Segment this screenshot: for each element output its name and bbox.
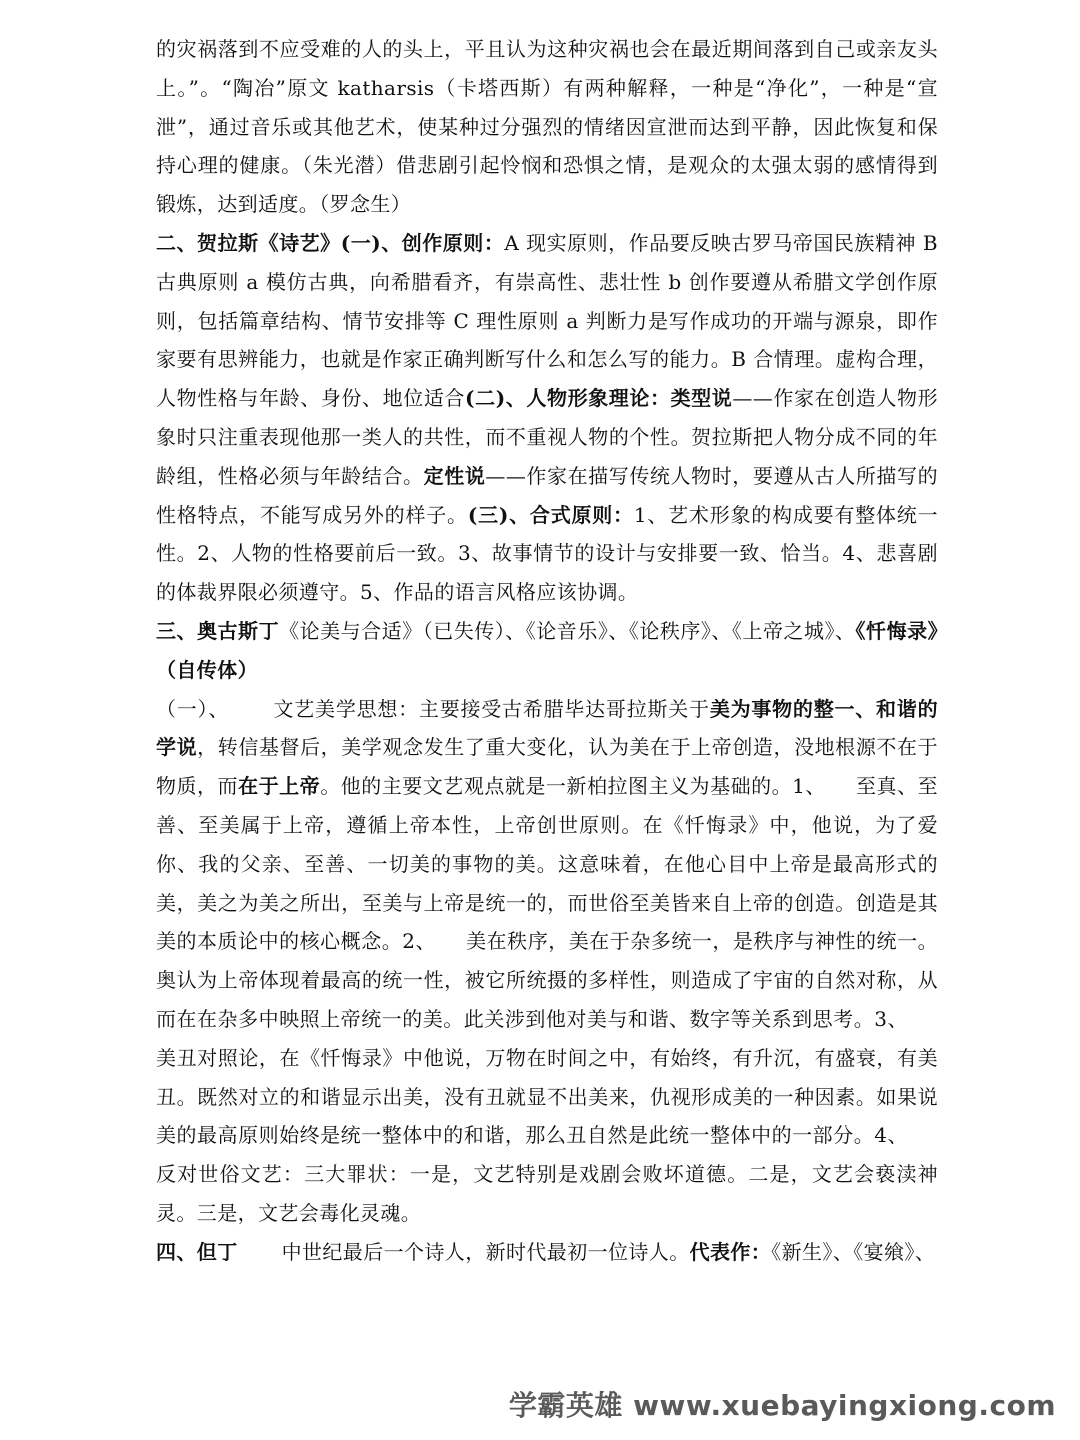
- paragraph-catharsis: 的灾祸落到不应受难的人的头上，平且认为这种灾祸也会在最近期间落到自己或亲友头上。”。“陶冶”原文 katharsis（卡塔西斯）有两种解释，一种是“净化”，一种是“宣泄”，通过音乐或其他艺术，使某种过分强烈的情绪因宣泄而达到平静，因此恢复和保持心理的健康。（朱光潜）借悲剧引起怜悯和恐惧之情，是观众的太强太弱的感情得到锻炼，达到适度。（罗念生）: [156, 37, 938, 217]
- augustine-confessions: 《忏悔录》（自传体）: [156, 618, 939, 682]
- sub-label: （一）、: [156, 696, 230, 721]
- watermark: [509, 1384, 1056, 1424]
- section-augustine-body: （一）、 文艺美学思想：主要接受古希腊毕达哥拉斯关于美为事物的整一、和谐的学说，转信基督后，美学观念发生了重大变化，认为美在于上帝创造，没地根源不在于物质，而在于上帝。他的主要文艺观点就是一新柏拉图主义为基础的。1、 至真、至善、至美属于上帝，遵循上帝本性，上帝创世原则。在《忏悔录》中，他说，为了爱你、我的父亲、至善、一切美的事物的美。这意味着，在他心目中上帝是最高形式的美，美之为美之所出，至美与上帝是统一的，而世俗至美皆来自上帝的创造。创造是其美的本质论中的核心概念。2、 美在秩序，美在于杂多统一，是秩序与神性的统一。奥认为上帝体现着最高的统一性，被它所统摄的多样性，则造成了宇宙的自然对称，从而在在杂多中映照上帝统一的美。此关涉到他对美与和谐、数字等关系到思考。3、美丑对照论，在《忏悔录》中他说，万物在时间之中，有始终，有升沉，有盛衰，有美丑。既然对立的和谐显示出美，没有丑就显不出美来，仇视形成美的一种因素。如果说美的最高原则始终是统一整体中的和谐，那么丑自然是此统一整体中的一部分。4、反对世俗文艺：三大罪状：一是，文艺特别是戏剧会败坏道德。二是，文艺会亵渎神灵。三是，文艺会毒化灵魂。: [156, 696, 939, 1225]
- emphasis-unity-harmony: 美为事物的整一、和谐的学说: [156, 696, 938, 760]
- subheading-decorum: (三)、合式原则：: [467, 502, 634, 527]
- section-horace: 二、贺拉斯《诗艺》(一)、创作原则：A 现实原则，作品要反映古罗马帝国民族精神 B 古典原则 a 模仿古典，向希腊看齐，有崇高性、悲壮性 b 创作要遵从希腊文学创作原则，包括篇章结构、情节安排等 C 理性原则 a 判断力是写作成功的开端与源泉，即作家要有思辨能力，也就是作家正确判断写什么和怎么写的能力。B 合情理。虚构合理，人物性格与年龄、身份、地位适合(二)、人物形象理论：类型说——作家在创造人物形象时只注重表现他那一类人的共性，而不重视人物的个性。贺拉斯把人物分成不同的年龄组，性格必须与年龄结合。定性说——作家在描写传统人物时，要遵从古人所描写的性格特点，不能写成另外的样子。(三)、合式原则：1、艺术形象的构成要有整体统一性。2、人物的性格要前后一致。3、故事情节的设计与安排要一致、恰当。4、悲喜剧的体裁界限必须遵守。5、作品的语言风格应该协调。: [156, 230, 939, 605]
- subheading-fixed-character: 定性说: [423, 463, 486, 488]
- emphasis-in-god: 在于上帝: [238, 774, 321, 799]
- section-heading-augustine: 三、奥古斯丁: [156, 618, 280, 643]
- augustine-works: 《论美与合适》（已失传）、《论音乐》、《论秩序》、《上帝之城》、: [279, 618, 856, 643]
- document-body: [156, 30, 938, 1272]
- watermark-cn: 学霸英雄: [508, 1389, 623, 1422]
- section-dante: 四、但丁 中世纪最后一个诗人，新时代最初一位诗人。代表作：《新生》、《宴飨》、: [156, 1239, 936, 1264]
- subheading-character-theory: (二)、人物形象理论：类型说: [465, 386, 733, 411]
- emphasis-representative-works: 代表作：: [689, 1239, 772, 1264]
- section-augustine-heading: [156, 612, 938, 690]
- watermark-url: www.xuebayingxiong.com: [633, 1389, 1056, 1422]
- section-heading-dante: 四、但丁: [156, 1239, 238, 1264]
- section-heading-horace: 二、贺拉斯《诗艺》(一)、创作原则：: [156, 230, 505, 255]
